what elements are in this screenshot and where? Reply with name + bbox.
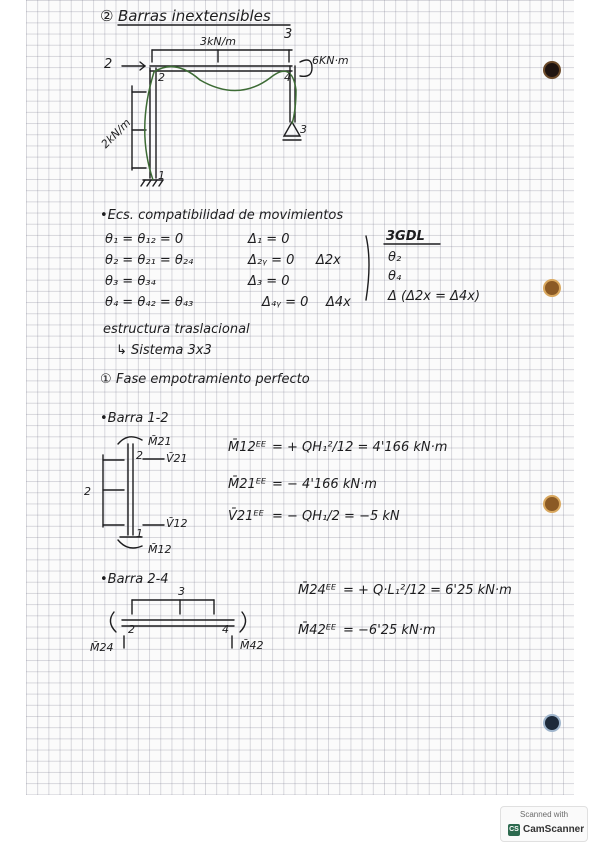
bar12-node-2: 2: [136, 449, 143, 462]
bar12-node-1: 1: [136, 527, 143, 540]
bar12-eq1-lhs: M̄12ᴱᴱ: [228, 440, 267, 455]
compat-mid-4: Δ₄ᵧ = 0: [262, 295, 309, 310]
compat-left-2: θ₂ = θ₂₁ = θ₂₄: [105, 253, 194, 268]
bar12-eq1-rhs: = + QH₁²/12 = 4'166 kN·m: [272, 440, 448, 455]
bar12-eq2-lhs: M̄21ᴱᴱ: [228, 477, 267, 492]
bar12-eq2-rhs: = − 4'166 kN·m: [272, 477, 377, 492]
stamp-caption: Scanned with: [519, 810, 569, 819]
load-left-label: 2kN/m: [98, 116, 134, 151]
bar24-load-label: 3: [178, 585, 185, 598]
bar12-eq3-lhs: V̄21ᴱᴱ: [228, 509, 264, 524]
bar24-eq1-lhs: M̄24ᴱᴱ: [298, 583, 337, 598]
heading-number: ②: [100, 7, 114, 25]
moment-label: 6KN·m: [312, 54, 349, 67]
camscanner-logo-icon: CS: [508, 824, 520, 836]
load-top-label: 3kN/m: [200, 35, 237, 48]
bar12-m21-label: M̄21: [148, 435, 172, 448]
bar24-moment-right: [240, 612, 246, 632]
bar24-eq1-rhs: = + Q·L₁²/12 = 6'25 kN·m: [343, 583, 512, 598]
node-label-3: 3: [300, 123, 307, 136]
bar12-v21-label: V̄21: [166, 452, 188, 465]
bar12-v12-label: V̄12: [166, 517, 188, 530]
deflected-shape: [145, 67, 296, 180]
bar24-title: •Barra 2-4: [100, 572, 169, 587]
gdl-3: Δ (Δ2x = Δ4x): [388, 289, 481, 304]
bar24-eq2-lhs: M̄42ᴱᴱ: [298, 623, 337, 638]
side-label-2: 2: [104, 57, 113, 72]
bar12-moment-bottom: [118, 540, 142, 548]
compat-left-4: θ₄ = θ₄₂ = θ₄₃: [105, 295, 194, 310]
compat-mid-3: Δ₃ = 0: [248, 274, 290, 289]
bar24-eq2-rhs: = −6'25 kN·m: [343, 623, 436, 638]
stamp-brand: CamScanner: [523, 824, 585, 835]
structure-line-2: ↳ Sistema 3x3: [116, 343, 212, 358]
node-label-4: 4: [284, 71, 291, 84]
support-node-3: [284, 122, 300, 136]
bar24-m42-label: M̄42: [240, 639, 264, 652]
delta-2x: Δ2x: [316, 253, 341, 268]
phase-number: ①: [100, 372, 112, 387]
bar12-load-label: 2: [84, 485, 91, 498]
compat-title: •Ecs. compatibilidad de movimientos: [100, 208, 344, 223]
compat-left-3: θ₃ = θ₃₄: [105, 274, 156, 289]
compat-mid-1: Δ₁ = 0: [248, 232, 290, 247]
node-label-2: 2: [158, 71, 165, 84]
bar12-eq3-rhs: = − QH₁/2 = −5 kN: [272, 509, 400, 524]
bar24-moment-left: [110, 612, 116, 632]
camscanner-stamp: [500, 806, 588, 842]
bar12-moment-top: [118, 437, 142, 444]
gdl-2: θ₄: [388, 269, 402, 284]
bar12-m12-label: M̄12: [148, 543, 172, 556]
compat-mid-2: Δ₂ᵧ = 0: [248, 253, 295, 268]
phase-title: Fase empotramiento perfecto: [116, 372, 310, 387]
frame-label-3: 3: [284, 27, 293, 42]
moment-arc: [300, 60, 312, 76]
structure-line-1: estructura traslacional: [103, 322, 250, 337]
gdl-1: θ₂: [388, 250, 402, 265]
heading-title: Barras inextensibles: [118, 7, 271, 25]
delta-4x: Δ4x: [326, 295, 351, 310]
bar24-node-4: 4: [222, 623, 229, 636]
bar24-node-2: 2: [128, 623, 135, 636]
bar24-m24-label: M̄24: [90, 641, 114, 654]
compat-left-1: θ₁ = θ₁₂ = 0: [105, 232, 184, 247]
node-label-1: 1: [158, 169, 165, 182]
gdl-title: 3GDL: [386, 229, 425, 244]
bar12-title: •Barra 1-2: [100, 411, 169, 426]
gdl-brace: [366, 236, 369, 300]
